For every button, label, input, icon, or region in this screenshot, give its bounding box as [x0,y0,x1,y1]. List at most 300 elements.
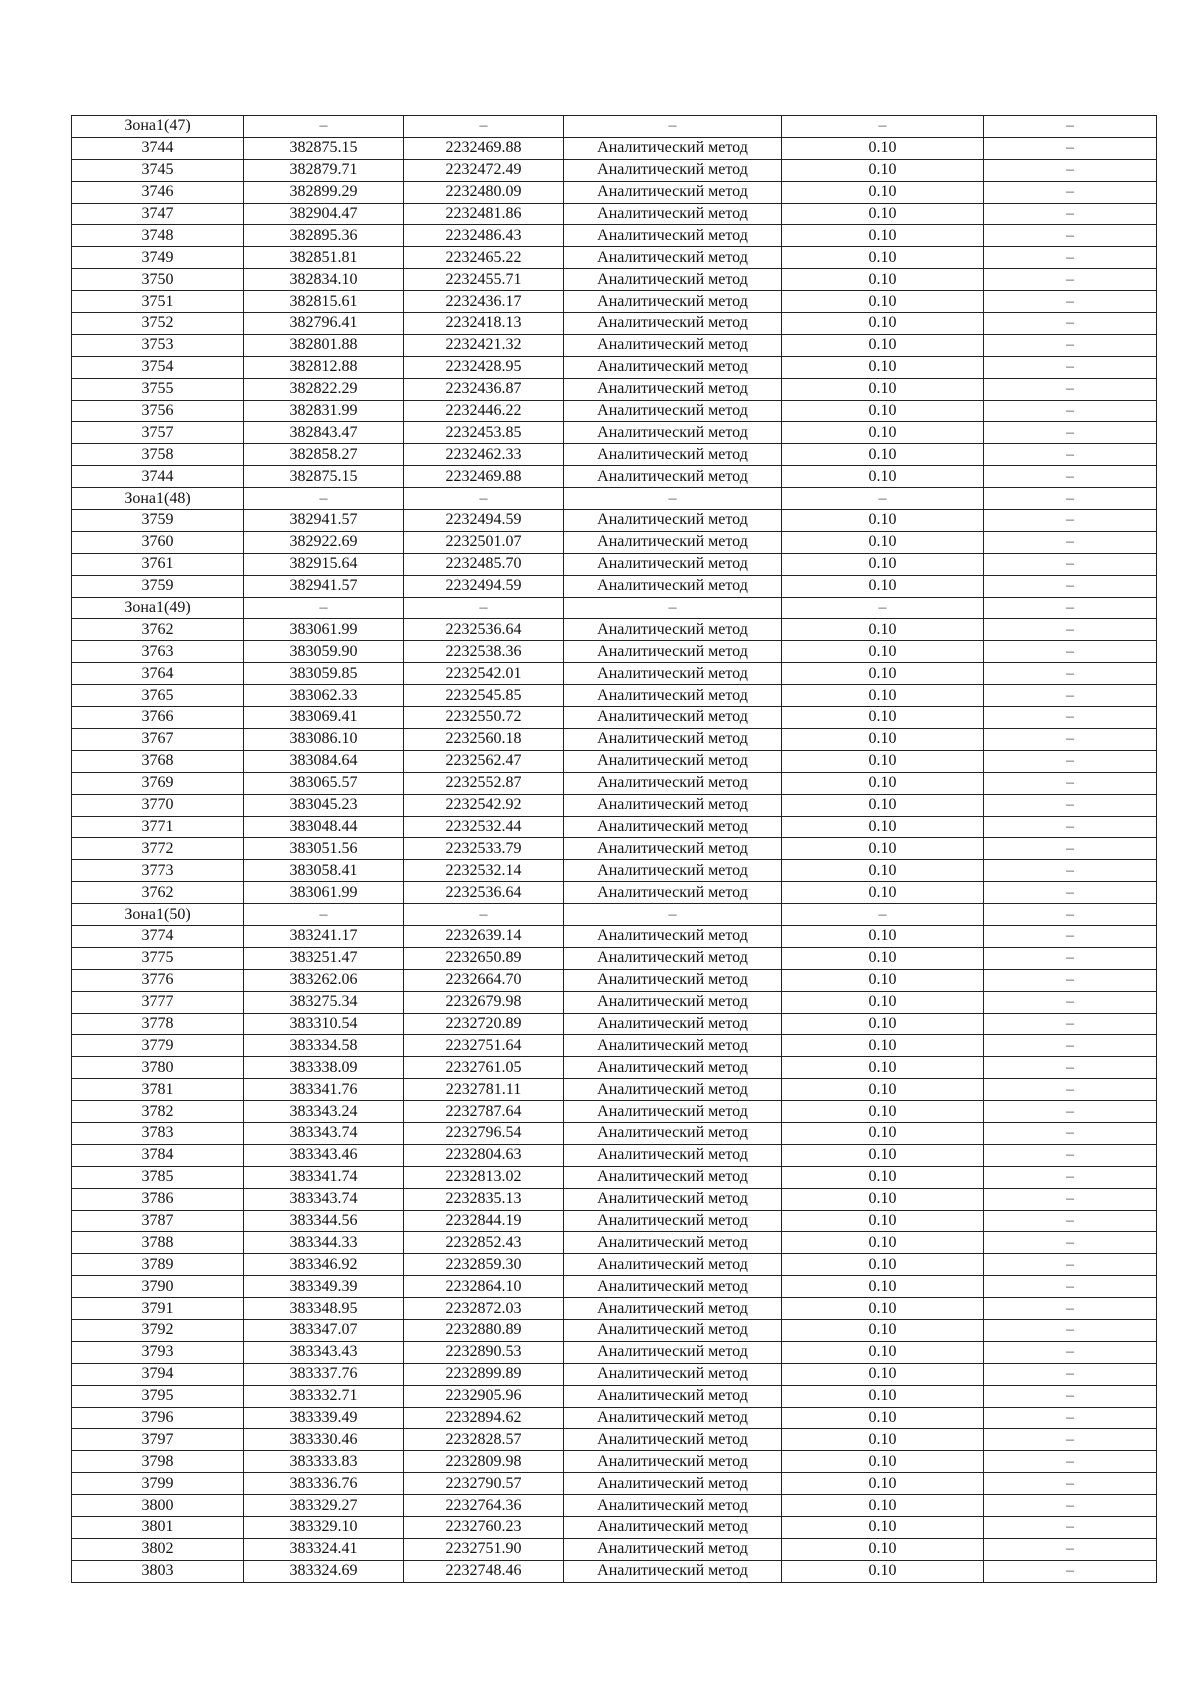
point-number-cell: 3758 [72,444,244,466]
accuracy-cell: 0.10 [782,794,984,816]
y-coordinate-cell: 2232639.14 [404,925,564,947]
note-cell: – [984,1385,1157,1407]
point-number-cell: 3754 [72,356,244,378]
accuracy-cell: 0.10 [782,1166,984,1188]
note-cell: – [984,772,1157,794]
note-cell: – [984,1254,1157,1276]
accuracy-cell: 0.10 [782,969,984,991]
accuracy-cell: 0.10 [782,531,984,553]
method-cell: Аналитический метод [564,991,782,1013]
accuracy-cell: 0.10 [782,269,984,291]
x-coordinate-cell: 383084.64 [244,750,404,772]
table-row [72,1210,1157,1232]
table-row [72,750,1157,772]
point-number-cell: 3798 [72,1451,244,1473]
accuracy-cell: 0.10 [782,1188,984,1210]
x-coordinate-cell: 383241.17 [244,925,404,947]
note-cell: – [984,225,1157,247]
accuracy-cell: 0.10 [782,925,984,947]
note-cell: – [984,422,1157,444]
method-cell: Аналитический метод [564,1188,782,1210]
method-cell: Аналитический метод [564,225,782,247]
y-coordinate-cell: 2232679.98 [404,991,564,1013]
point-number-cell: 3786 [72,1188,244,1210]
accuracy-cell: 0.10 [782,553,984,575]
y-coordinate-cell: 2232542.01 [404,663,564,685]
note-cell: – [984,1057,1157,1079]
table-row [72,882,1157,904]
zone-header-row [72,597,1157,619]
accuracy-cell: 0.10 [782,1298,984,1320]
y-coordinate-cell: 2232472.49 [404,159,564,181]
method-cell: – [564,597,782,619]
x-coordinate-cell: 383336.76 [244,1473,404,1495]
y-coordinate-cell: 2232894.62 [404,1407,564,1429]
y-coordinate-cell: 2232536.64 [404,619,564,641]
point-number-cell: 3763 [72,641,244,663]
y-coordinate-cell: 2232796.54 [404,1122,564,1144]
point-number-cell: 3747 [72,203,244,225]
table-row [72,1429,1157,1451]
table-row [72,291,1157,313]
zone-label: Зона1(48) [72,488,244,510]
y-coordinate-cell: 2232560.18 [404,728,564,750]
method-cell: Аналитический метод [564,1035,782,1057]
x-coordinate-cell: 383343.74 [244,1122,404,1144]
accuracy-cell: 0.10 [782,247,984,269]
x-coordinate-cell: 383346.92 [244,1254,404,1276]
y-coordinate-cell: 2232650.89 [404,947,564,969]
table-row [72,575,1157,597]
y-coordinate-cell: 2232905.96 [404,1385,564,1407]
note-cell: – [984,1341,1157,1363]
point-number-cell: 3751 [72,291,244,313]
accuracy-cell: – [782,488,984,510]
table-row [72,247,1157,269]
table-row [72,400,1157,422]
note-cell: – [984,1144,1157,1166]
accuracy-cell: 0.10 [782,291,984,313]
accuracy-cell: 0.10 [782,181,984,203]
table-row [72,1079,1157,1101]
method-cell: Аналитический метод [564,641,782,663]
y-coordinate-cell: 2232485.70 [404,553,564,575]
x-coordinate-cell: 382899.29 [244,181,404,203]
note-cell: – [984,1013,1157,1035]
note-cell: – [984,247,1157,269]
table-row [72,860,1157,882]
accuracy-cell: 0.10 [782,772,984,794]
x-coordinate-cell: 382812.88 [244,356,404,378]
accuracy-cell: 0.10 [782,641,984,663]
method-cell: Аналитический метод [564,1495,782,1517]
x-coordinate-cell: 383058.41 [244,860,404,882]
table-row [72,225,1157,247]
y-coordinate-cell: 2232428.95 [404,356,564,378]
x-coordinate-cell: 383337.76 [244,1363,404,1385]
y-coordinate-cell: 2232813.02 [404,1166,564,1188]
note-cell: – [984,531,1157,553]
method-cell: Аналитический метод [564,575,782,597]
table-row [72,947,1157,969]
method-cell: Аналитический метод [564,1538,782,1560]
accuracy-cell: 0.10 [782,334,984,356]
note-cell: – [984,1517,1157,1539]
accuracy-cell: 0.10 [782,378,984,400]
point-number-cell: 3757 [72,422,244,444]
method-cell: Аналитический метод [564,1385,782,1407]
accuracy-cell: – [782,597,984,619]
accuracy-cell: 0.10 [782,1385,984,1407]
method-cell: Аналитический метод [564,1341,782,1363]
x-coordinate-cell: 383330.46 [244,1429,404,1451]
method-cell: – [564,116,782,138]
table-row [72,1319,1157,1341]
y-coordinate-cell: 2232835.13 [404,1188,564,1210]
table-row [72,641,1157,663]
accuracy-cell: – [782,904,984,926]
x-coordinate-cell: 383339.49 [244,1407,404,1429]
x-coordinate-cell: 382822.29 [244,378,404,400]
accuracy-cell: 0.10 [782,575,984,597]
point-number-cell: 3782 [72,1101,244,1123]
method-cell: Аналитический метод [564,860,782,882]
point-number-cell: 3802 [72,1538,244,1560]
method-cell: Аналитический метод [564,531,782,553]
point-number-cell: 3800 [72,1495,244,1517]
y-coordinate-cell: 2232465.22 [404,247,564,269]
note-cell: – [984,969,1157,991]
zone-header-row [72,488,1157,510]
accuracy-cell: 0.10 [782,1538,984,1560]
x-coordinate-cell: 383059.85 [244,663,404,685]
x-coordinate-cell: 383338.09 [244,1057,404,1079]
point-number-cell: 3752 [72,313,244,335]
accuracy-cell: 0.10 [782,838,984,860]
table-row [72,1166,1157,1188]
table-row [72,313,1157,335]
method-cell: Аналитический метод [564,1363,782,1385]
x-coordinate-cell: – [244,116,404,138]
table-row [72,1232,1157,1254]
x-coordinate-cell: 383059.90 [244,641,404,663]
x-coordinate-cell: 383343.74 [244,1188,404,1210]
point-number-cell: 3769 [72,772,244,794]
note-cell: – [984,860,1157,882]
accuracy-cell: 0.10 [782,1122,984,1144]
x-coordinate-cell: 382941.57 [244,575,404,597]
accuracy-cell: 0.10 [782,1560,984,1582]
point-number-cell: 3790 [72,1276,244,1298]
method-cell: Аналитический метод [564,1166,782,1188]
x-coordinate-cell: 383329.10 [244,1517,404,1539]
accuracy-cell: 0.10 [782,225,984,247]
coordinates-table [71,115,1157,1583]
y-coordinate-cell: 2232469.88 [404,137,564,159]
accuracy-cell: 0.10 [782,860,984,882]
zone-label: Зона1(49) [72,597,244,619]
point-number-cell: 3762 [72,882,244,904]
note-cell: – [984,334,1157,356]
point-number-cell: 3789 [72,1254,244,1276]
note-cell: – [984,1407,1157,1429]
y-coordinate-cell: 2232532.44 [404,816,564,838]
x-coordinate-cell: 383275.34 [244,991,404,1013]
y-coordinate-cell: 2232418.13 [404,313,564,335]
y-coordinate-cell: 2232751.64 [404,1035,564,1057]
note-cell: – [984,1232,1157,1254]
accuracy-cell: 0.10 [782,510,984,532]
note-cell: – [984,313,1157,335]
y-coordinate-cell: 2232532.14 [404,860,564,882]
accuracy-cell: 0.10 [782,750,984,772]
method-cell: Аналитический метод [564,1429,782,1451]
method-cell: Аналитический метод [564,947,782,969]
accuracy-cell: 0.10 [782,1057,984,1079]
method-cell: Аналитический метод [564,466,782,488]
note-cell: – [984,1298,1157,1320]
accuracy-cell: 0.10 [782,444,984,466]
zone-label: Зона1(47) [72,116,244,138]
table-row [72,728,1157,750]
method-cell: Аналитический метод [564,1210,782,1232]
accuracy-cell: 0.10 [782,1013,984,1035]
method-cell: Аналитический метод [564,1517,782,1539]
x-coordinate-cell: 383048.44 [244,816,404,838]
x-coordinate-cell: 383343.43 [244,1341,404,1363]
point-number-cell: 3787 [72,1210,244,1232]
note-cell: – [984,137,1157,159]
method-cell: Аналитический метод [564,444,782,466]
table-row [72,707,1157,729]
method-cell: Аналитический метод [564,794,782,816]
accuracy-cell: 0.10 [782,400,984,422]
method-cell: Аналитический метод [564,1473,782,1495]
note-cell: – [984,619,1157,641]
point-number-cell: 3744 [72,137,244,159]
note-cell: – [984,1495,1157,1517]
table-row [72,1057,1157,1079]
method-cell: Аналитический метод [564,925,782,947]
x-coordinate-cell: 382843.47 [244,422,404,444]
y-coordinate-cell: 2232552.87 [404,772,564,794]
note-cell: – [984,1079,1157,1101]
y-coordinate-cell: 2232859.30 [404,1254,564,1276]
accuracy-cell: 0.10 [782,882,984,904]
table-row [72,1517,1157,1539]
method-cell: Аналитический метод [564,137,782,159]
note-cell: – [984,1210,1157,1232]
table-row [72,663,1157,685]
accuracy-cell: 0.10 [782,1429,984,1451]
method-cell: Аналитический метод [564,1079,782,1101]
method-cell: Аналитический метод [564,1319,782,1341]
y-coordinate-cell: 2232720.89 [404,1013,564,1035]
point-number-cell: 3764 [72,663,244,685]
note-cell: – [984,1188,1157,1210]
x-coordinate-cell: 383344.33 [244,1232,404,1254]
table-row [72,1385,1157,1407]
accuracy-cell: 0.10 [782,203,984,225]
y-coordinate-cell: 2232760.23 [404,1517,564,1539]
y-coordinate-cell: 2232436.87 [404,378,564,400]
x-coordinate-cell: 383069.41 [244,707,404,729]
accuracy-cell: 0.10 [782,947,984,969]
accuracy-cell: 0.10 [782,1363,984,1385]
point-number-cell: 3755 [72,378,244,400]
method-cell: Аналитический метод [564,838,782,860]
method-cell: Аналитический метод [564,1013,782,1035]
y-coordinate-cell: 2232501.07 [404,531,564,553]
note-cell: – [984,1473,1157,1495]
y-coordinate-cell: 2232494.59 [404,510,564,532]
point-number-cell: 3773 [72,860,244,882]
y-coordinate-cell: 2232751.90 [404,1538,564,1560]
y-coordinate-cell: 2232536.64 [404,882,564,904]
table-row [72,531,1157,553]
y-coordinate-cell: – [404,904,564,926]
y-coordinate-cell: 2232542.92 [404,794,564,816]
note-cell: – [984,269,1157,291]
point-number-cell: 3779 [72,1035,244,1057]
table-row [72,1254,1157,1276]
point-number-cell: 3750 [72,269,244,291]
y-coordinate-cell: 2232664.70 [404,969,564,991]
note-cell: – [984,181,1157,203]
y-coordinate-cell: 2232764.36 [404,1495,564,1517]
x-coordinate-cell: 382904.47 [244,203,404,225]
accuracy-cell: 0.10 [782,466,984,488]
point-number-cell: 3767 [72,728,244,750]
accuracy-cell: 0.10 [782,1079,984,1101]
note-cell: – [984,1451,1157,1473]
point-number-cell: 3792 [72,1319,244,1341]
note-cell: – [984,750,1157,772]
point-number-cell: 3761 [72,553,244,575]
table-row [72,159,1157,181]
y-coordinate-cell: 2232790.57 [404,1473,564,1495]
method-cell: – [564,904,782,926]
table-row [72,1473,1157,1495]
accuracy-cell: 0.10 [782,1407,984,1429]
method-cell: Аналитический метод [564,291,782,313]
method-cell: Аналитический метод [564,707,782,729]
x-coordinate-cell: 383065.57 [244,772,404,794]
table-row [72,378,1157,400]
method-cell: Аналитический метод [564,1057,782,1079]
y-coordinate-cell: 2232804.63 [404,1144,564,1166]
point-number-cell: 3772 [72,838,244,860]
table-row [72,1276,1157,1298]
point-number-cell: 3803 [72,1560,244,1582]
x-coordinate-cell: 383324.69 [244,1560,404,1582]
method-cell: Аналитический метод [564,1298,782,1320]
method-cell: Аналитический метод [564,750,782,772]
note-cell: – [984,1319,1157,1341]
x-coordinate-cell: 382941.57 [244,510,404,532]
y-coordinate-cell: 2232486.43 [404,225,564,247]
y-coordinate-cell: 2232462.33 [404,444,564,466]
accuracy-cell: 0.10 [782,313,984,335]
y-coordinate-cell: 2232436.17 [404,291,564,313]
table-row [72,553,1157,575]
x-coordinate-cell: 382875.15 [244,137,404,159]
x-coordinate-cell: 383343.46 [244,1144,404,1166]
table-row [72,1363,1157,1385]
y-coordinate-cell: 2232761.05 [404,1057,564,1079]
method-cell: Аналитический метод [564,1276,782,1298]
point-number-cell: 3749 [72,247,244,269]
method-cell: Аналитический метод [564,882,782,904]
note-cell: – [984,1122,1157,1144]
note-cell: – [984,1429,1157,1451]
point-number-cell: 3770 [72,794,244,816]
accuracy-cell: 0.10 [782,422,984,444]
y-coordinate-cell: – [404,488,564,510]
note-cell: – [984,663,1157,685]
method-cell: Аналитический метод [564,313,782,335]
x-coordinate-cell: 382858.27 [244,444,404,466]
method-cell: Аналитический метод [564,159,782,181]
point-number-cell: 3784 [72,1144,244,1166]
x-coordinate-cell: 383324.41 [244,1538,404,1560]
x-coordinate-cell: 383262.06 [244,969,404,991]
y-coordinate-cell: – [404,597,564,619]
point-number-cell: 3796 [72,1407,244,1429]
method-cell: Аналитический метод [564,816,782,838]
y-coordinate-cell: 2232481.86 [404,203,564,225]
method-cell: Аналитический метод [564,1254,782,1276]
accuracy-cell: 0.10 [782,619,984,641]
y-coordinate-cell: 2232787.64 [404,1101,564,1123]
point-number-cell: 3774 [72,925,244,947]
method-cell: Аналитический метод [564,203,782,225]
y-coordinate-cell: 2232469.88 [404,466,564,488]
table-row [72,816,1157,838]
y-coordinate-cell: 2232890.53 [404,1341,564,1363]
table-row [72,794,1157,816]
note-cell: – [984,1035,1157,1057]
method-cell: Аналитический метод [564,269,782,291]
accuracy-cell: 0.10 [782,356,984,378]
method-cell: Аналитический метод [564,334,782,356]
table-row [72,1013,1157,1035]
x-coordinate-cell: 383333.83 [244,1451,404,1473]
accuracy-cell: 0.10 [782,1319,984,1341]
note-cell: – [984,444,1157,466]
y-coordinate-cell: 2232480.09 [404,181,564,203]
y-coordinate-cell: 2232899.89 [404,1363,564,1385]
y-coordinate-cell: 2232453.85 [404,422,564,444]
note-cell: – [984,1560,1157,1582]
table-row [72,619,1157,641]
table-row [72,925,1157,947]
table-row [72,444,1157,466]
x-coordinate-cell: 383334.58 [244,1035,404,1057]
accuracy-cell: 0.10 [782,1517,984,1539]
method-cell: Аналитический метод [564,400,782,422]
table-row [72,203,1157,225]
note-cell: – [984,378,1157,400]
x-coordinate-cell: 383086.10 [244,728,404,750]
accuracy-cell: 0.10 [782,1210,984,1232]
note-cell: – [984,816,1157,838]
point-number-cell: 3788 [72,1232,244,1254]
x-coordinate-cell: 382801.88 [244,334,404,356]
note-cell: – [984,728,1157,750]
point-number-cell: 3744 [72,466,244,488]
accuracy-cell: 0.10 [782,728,984,750]
